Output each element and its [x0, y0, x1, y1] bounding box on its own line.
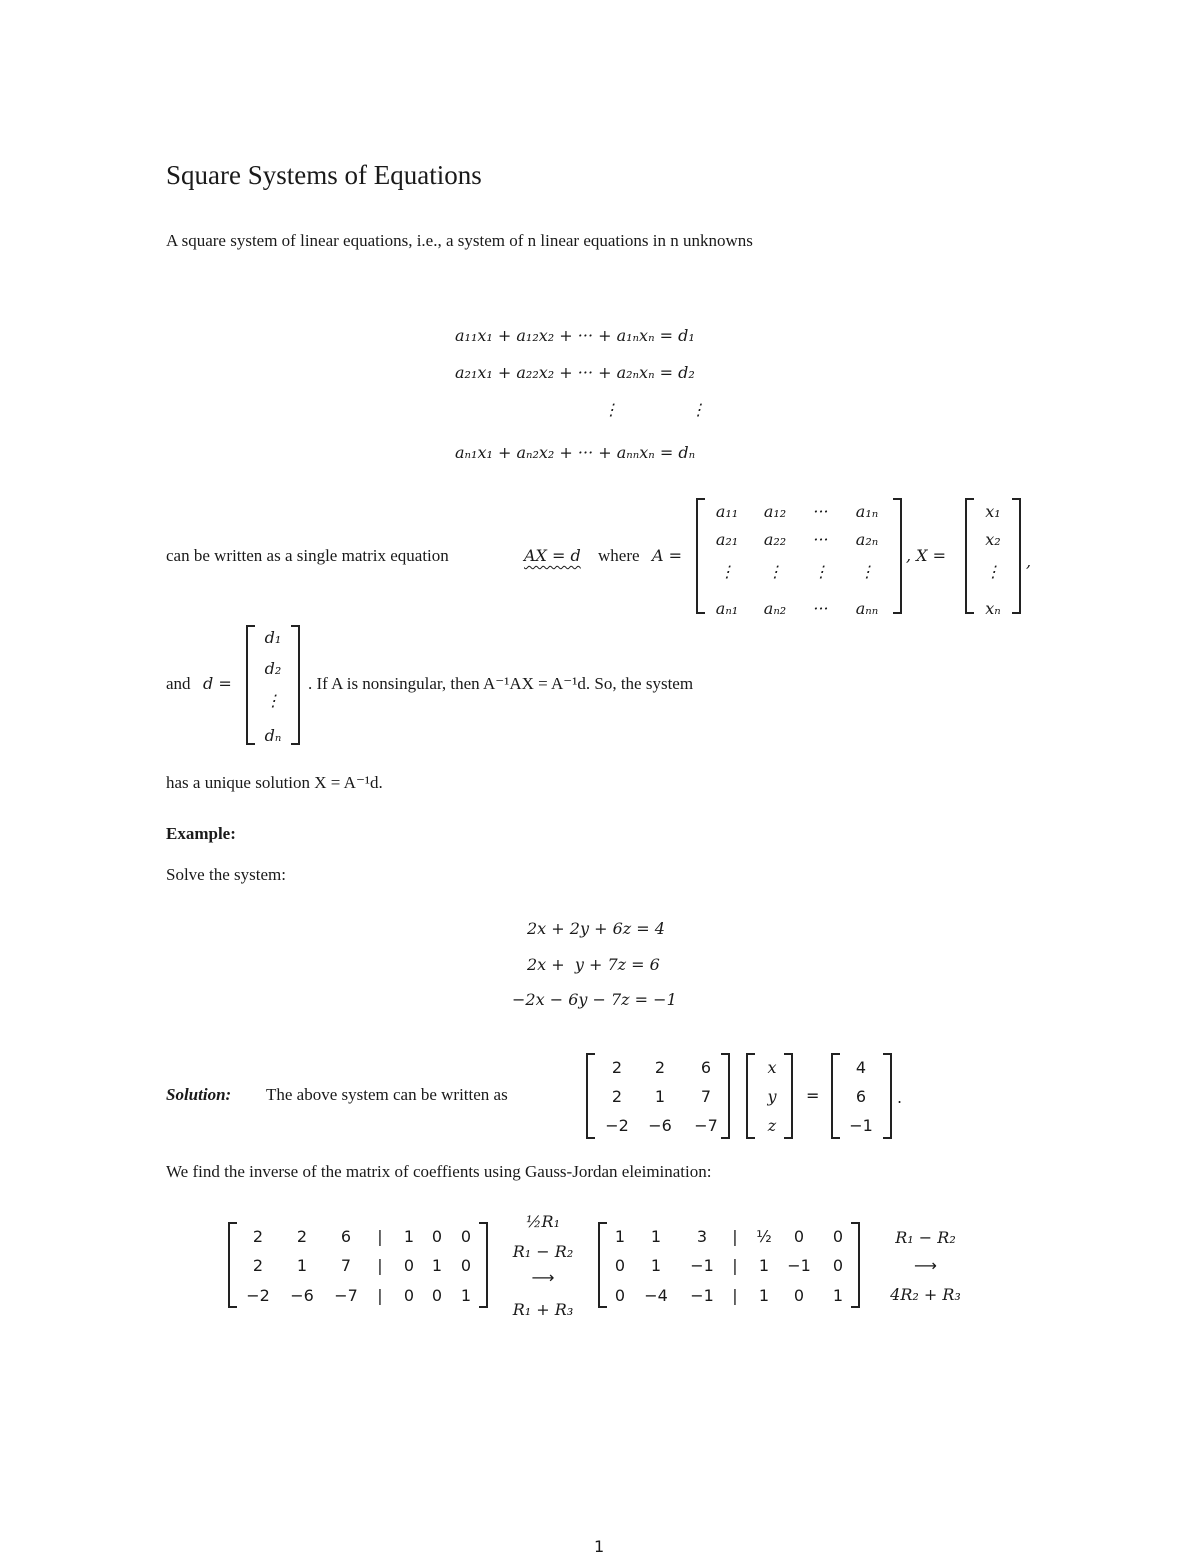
coefficient-matrix-cell: 2 — [611, 1058, 623, 1077]
example-eq-3: −2x − 6y − 7z = −1 — [512, 990, 677, 1009]
and-text: and — [166, 674, 191, 693]
coefficient-matrix-cell: −2 — [605, 1116, 629, 1135]
rhs-left-bracket — [831, 1053, 840, 1139]
augmented-matrix-1-cell: 1 — [431, 1256, 443, 1275]
augmented-matrix-1-cell: 1 — [296, 1256, 308, 1275]
matrix-a-cell: a₂ₙ — [855, 530, 879, 549]
augmented-matrix-1-cell: −7 — [334, 1286, 358, 1305]
matrix-a-cell: aₙ₁ — [715, 599, 739, 618]
augmented-matrix-2-cell: −1 — [787, 1256, 811, 1275]
matrix-d-right-bracket — [291, 625, 300, 745]
augmented-matrix-1-cell: 0 — [403, 1286, 415, 1305]
rhs-right-bracket — [883, 1053, 892, 1139]
matrix-a-left-bracket — [696, 498, 705, 614]
augmented-matrix-1-cell: | — [377, 1286, 383, 1305]
matrix-x-cell: x₁ — [985, 502, 1001, 521]
op-r1-minus-r2: R₁ − R₂ — [512, 1242, 574, 1261]
augmented-matrix-1-cell: 7 — [340, 1256, 352, 1275]
vars-right-bracket — [784, 1053, 793, 1139]
matrix-a-cell: ⋮ — [767, 562, 783, 581]
augmented-matrix-1-cell: 0 — [403, 1256, 415, 1275]
augmented-matrix-2-cell: 1 — [614, 1227, 626, 1246]
matrix-d-left-bracket — [246, 625, 255, 745]
matrix-lead-text: can be written as a single matrix equation — [166, 546, 449, 565]
coefficient-matrix-cell: 6 — [700, 1058, 712, 1077]
matrix-a-cell: ⋮ — [859, 562, 875, 581]
arrow-1: ⟶ — [531, 1268, 555, 1287]
augmented-matrix-2-cell: | — [732, 1227, 738, 1246]
augmented-matrix-1-cell: 0 — [460, 1256, 472, 1275]
matrix-x-right-bracket — [1012, 498, 1021, 614]
op-r1-plus-r3: R₁ + R₃ — [512, 1300, 574, 1319]
page-number: 1 — [594, 1537, 605, 1556]
matrix-a-cell: aₙₙ — [855, 599, 879, 618]
augmented-matrix-1-cell: 2 — [252, 1227, 264, 1246]
system-row-1: a₁₁x₁ + a₁₂x₂ + ··· + a₁ₙxₙ = d₁ — [455, 326, 695, 345]
unique-solution-text: has a unique solution X = A⁻¹d. — [166, 773, 383, 792]
augmented-matrix-2-cell: 0 — [614, 1286, 626, 1305]
d-equals: d = — [203, 674, 232, 693]
op2-r1-minus-r2: R₁ − R₂ — [895, 1228, 956, 1247]
matrix-a-cell: ··· — [813, 599, 829, 618]
augmented-matrix-1-cell: 2 — [252, 1256, 264, 1275]
augmented-matrix-2-cell: −1 — [690, 1286, 714, 1305]
solution-text: The above system can be written as — [266, 1085, 508, 1104]
gauss-jordan-text: We find the inverse of the matrix of coeffients using Gauss-Jordan eleimination: — [166, 1162, 712, 1181]
matrix-a-right-bracket — [893, 498, 902, 614]
vars-left-bracket — [746, 1053, 755, 1139]
coefficient-matrix-cell: −7 — [694, 1116, 718, 1135]
augmented-matrix-2-cell: 0 — [832, 1256, 844, 1275]
augmented-matrix-2-cell: −4 — [644, 1286, 668, 1305]
augmented-matrix-2-cell: −1 — [690, 1256, 714, 1275]
augmented-matrix-1-cell: 0 — [460, 1227, 472, 1246]
matrix-d-cell: d₂ — [264, 659, 282, 678]
trailing-comma: , — [1026, 552, 1032, 571]
x-equals: , X = — [906, 546, 947, 565]
coefficient-matrix-cell: 7 — [700, 1087, 712, 1106]
example-eq-1: 2x + 2y + 6z = 4 — [527, 919, 665, 938]
augmented-matrix-1-cell: | — [377, 1256, 383, 1275]
augmented-matrix-1-cell: 2 — [296, 1227, 308, 1246]
augmented-matrix-2-cell: 1 — [832, 1286, 844, 1305]
matrix-d-cell: dₙ — [264, 726, 282, 745]
aug1-left-bracket — [228, 1222, 237, 1308]
a-equals: A = — [652, 546, 683, 565]
matrix-a-cell: ··· — [813, 502, 829, 521]
matrix-a-cell: a₁ₙ — [855, 502, 879, 521]
matrix-x-cell: x₂ — [985, 530, 1001, 549]
matrix-a-cell: ⋮ — [813, 562, 829, 581]
system-vdots: ⋮ ⋮ — [603, 400, 707, 419]
augmented-matrix-1-cell: 6 — [340, 1227, 352, 1246]
op-half-r1: ½R₁ — [526, 1212, 560, 1231]
augmented-matrix-1-cell: 1 — [403, 1227, 415, 1246]
augmented-matrix-2-cell: 3 — [696, 1227, 708, 1246]
coefficient-matrix-cell: 2 — [654, 1058, 666, 1077]
augmented-matrix-1-cell: | — [377, 1227, 383, 1246]
augmented-matrix-1-cell: −2 — [246, 1286, 270, 1305]
variable-vector-cell: x — [767, 1058, 777, 1077]
arrow-2: ⟶ — [914, 1256, 937, 1275]
augmented-matrix-2-cell: 0 — [832, 1227, 844, 1246]
augmented-matrix-1-cell: 0 — [431, 1286, 443, 1305]
solution-label: Solution: — [166, 1085, 232, 1104]
matrix-x-left-bracket — [965, 498, 974, 614]
matrix-a-cell: a₂₁ — [715, 530, 739, 549]
variable-vector-cell: z — [767, 1116, 777, 1135]
rhs-vector-cell: 6 — [855, 1087, 867, 1106]
augmented-matrix-1-cell: −6 — [290, 1286, 314, 1305]
coef-left-bracket — [586, 1053, 595, 1139]
augmented-matrix-2-cell: 1 — [650, 1256, 662, 1275]
solution-period: . — [897, 1088, 903, 1107]
equals-sign: = — [806, 1086, 820, 1105]
augmented-matrix-2-cell: 0 — [793, 1286, 805, 1305]
system-row-n: aₙ₁x₁ + aₙ₂x₂ + ··· + aₙₙxₙ = dₙ — [455, 443, 696, 462]
matrix-x-cell: xₙ — [985, 599, 1001, 618]
system-row-2: a₂₁x₁ + a₂₂x₂ + ··· + a₂ₙxₙ = d₂ — [455, 363, 695, 382]
matrix-a-cell: a₁₂ — [763, 502, 787, 521]
matrix-d-cell: d₁ — [264, 628, 282, 647]
augmented-matrix-1-cell: 0 — [431, 1227, 443, 1246]
matrix-equation: AX = d — [524, 546, 581, 565]
augmented-matrix-2-cell: | — [732, 1256, 738, 1275]
augmented-matrix-2-cell: 0 — [793, 1227, 805, 1246]
intro-paragraph: A square system of linear equations, i.e., a system of n linear equations in n unknowns — [166, 231, 753, 250]
matrix-a-cell: a₁₁ — [715, 502, 739, 521]
example-eq-2: 2x + y + 7z = 6 — [527, 955, 660, 974]
matrix-d-cell: ⋮ — [265, 691, 281, 710]
coefficient-matrix-cell: 2 — [611, 1087, 623, 1106]
augmented-matrix-2-cell: 1 — [650, 1227, 662, 1246]
augmented-matrix-2-cell: ½ — [756, 1227, 772, 1246]
augmented-matrix-2-cell: 1 — [758, 1286, 770, 1305]
example-heading: Example: — [166, 824, 236, 843]
matrix-x-cell: ⋮ — [985, 562, 1001, 581]
rhs-vector-cell: −1 — [849, 1116, 873, 1135]
augmented-matrix-1-cell: 1 — [460, 1286, 472, 1305]
rhs-vector-cell: 4 — [855, 1058, 867, 1077]
page-title: Square Systems of Equations — [166, 160, 482, 190]
matrix-a-cell: a₂₂ — [763, 530, 787, 549]
augmented-matrix-2-cell: 0 — [614, 1256, 626, 1275]
matrix-a-cell: aₙ₂ — [763, 599, 787, 618]
solve-text: Solve the system: — [166, 865, 286, 884]
augmented-matrix-2-cell: 1 — [758, 1256, 770, 1275]
op2-4r2-plus-r3: 4R₂ + R₃ — [890, 1285, 961, 1304]
matrix-a-cell: ··· — [813, 530, 829, 549]
coefficient-matrix-cell: 1 — [654, 1087, 666, 1106]
variable-vector-cell: y — [767, 1087, 777, 1106]
augmented-matrix-2-cell: | — [732, 1286, 738, 1305]
matrix-a-cell: ⋮ — [719, 562, 735, 581]
where-text: where — [598, 546, 640, 565]
coefficient-matrix-cell: −6 — [648, 1116, 672, 1135]
nonsingular-text: . If A is nonsingular, then A⁻¹AX = A⁻¹d. So, the system — [308, 674, 694, 693]
